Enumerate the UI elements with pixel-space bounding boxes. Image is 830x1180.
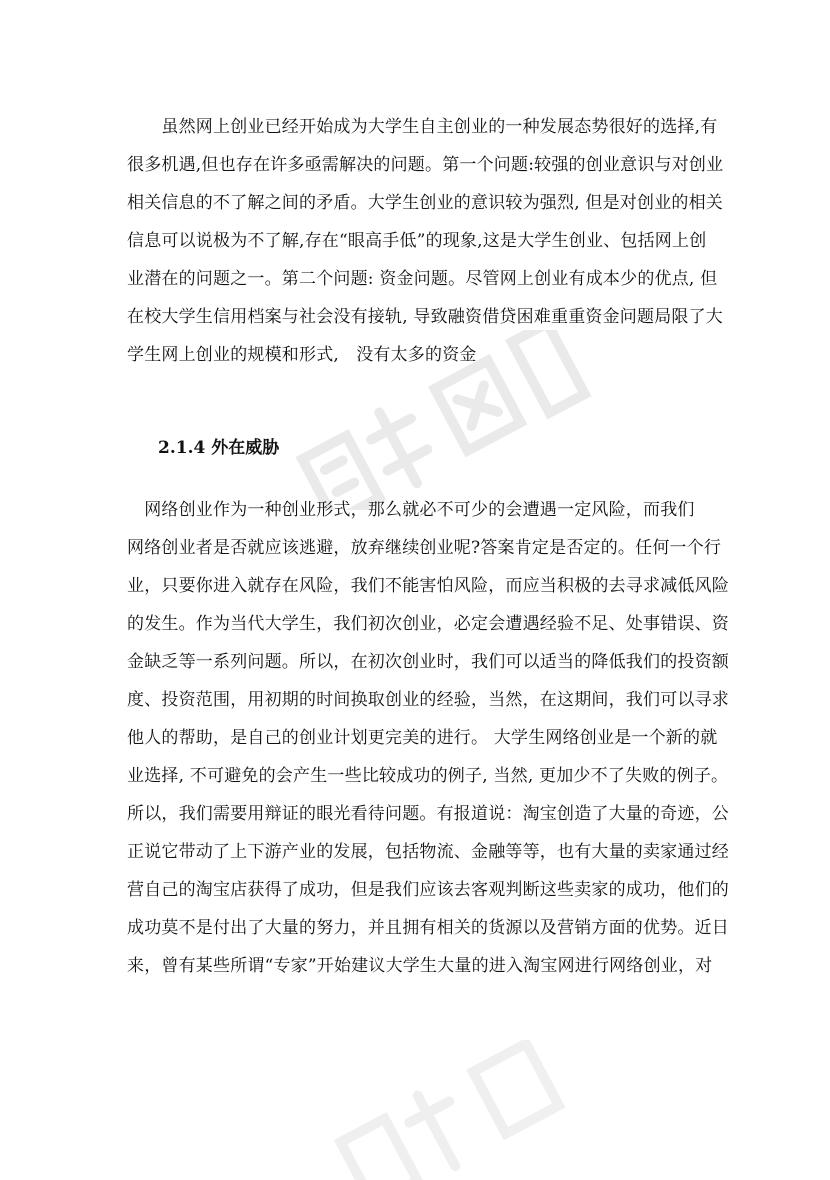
text-line: 网络创业作为一种创业形式，那么就必不可少的会遭遇一定风险，而我们 bbox=[127, 500, 695, 520]
text-line: 业，只要你进入就存在风险，我们不能害怕风险，而应当积极的去寻求减低风险 bbox=[127, 576, 729, 596]
text-line: 营自己的淘宝店获得了成功，但是我们应该去客观判断这些卖家的成功，他们的 bbox=[127, 880, 729, 900]
text-line: 成功莫不是付出了大量的努力，并且拥有相关的货源以及营销方面的优势。近日 bbox=[127, 918, 729, 938]
text-line: 他人的帮助，是自己的创业计划更完美的进行。 大学生网络创业是一个新的就 bbox=[127, 728, 718, 748]
text-line: 来，曾有某些所谓“专家”开始建议大学生大量的进入淘宝网进行网络创业，对 bbox=[127, 956, 713, 976]
text-line: 金缺乏等一系列问题。所以，在初次创业时，我们可以适当的降低我们的投资额 bbox=[127, 652, 729, 672]
text-line: 所以，我们需要用辩证的眼光看待问题。有报道说：淘宝创造了大量的奇迹，公 bbox=[127, 804, 729, 824]
text-line: 的发生。作为当代大学生，我们初次创业，必定会遭遇经验不足、处事错误、资 bbox=[127, 614, 729, 634]
text-line: 度、投资范围，用初期的时间换取创业的经验，当然，在这期间，我们可以寻求 bbox=[127, 690, 729, 710]
text-line: 很多机遇,但也存在许多亟需解决的问题。第一个问题:较强的创业意识与对创业 bbox=[127, 155, 724, 175]
text-line: 业潜在的问题之一。第二个问题: 资金问题。尽管网上创业有成本少的优点, 但 bbox=[127, 269, 718, 289]
text-line: 网络创业者是否就应该逃避，放弃继续创业呢?答案肯定是否定的。任何一个行 bbox=[127, 538, 722, 558]
watermark-logo-bottom bbox=[300, 1040, 630, 1180]
text-line: 在校大学生信用档案与社会没有接轨, 导致融资借贷困难重重资金问题局限了大 bbox=[127, 307, 724, 327]
text-line: 业选择, 不可避免的会产生一些比较成功的例子, 当然, 更加少不了失败的例子。 bbox=[127, 766, 729, 786]
text-line: 正说它带动了上下游产业的发展，包括物流、金融等等，也有大量的卖家通过经 bbox=[127, 842, 729, 862]
text-line: 学生网上创业的规模和形式, 没有太多的资金 bbox=[127, 345, 477, 365]
text-line: 相关信息的不了解之间的矛盾。大学生创业的意识较为强烈, 但是对创业的相关 bbox=[127, 193, 724, 213]
text-line: 信息可以说极为不了解,存在“眼高手低”的现象,这是大学生创业、包括网上创 bbox=[127, 231, 707, 251]
text-line: 虽然网上创业已经开始成为大学生自主创业的一种发展态势很好的选择,有 bbox=[127, 117, 718, 137]
paragraph-external-threats bbox=[127, 491, 729, 985]
paragraph-opportunities bbox=[127, 108, 724, 374]
section-heading: 2.1.4 外在威胁 bbox=[158, 438, 280, 458]
